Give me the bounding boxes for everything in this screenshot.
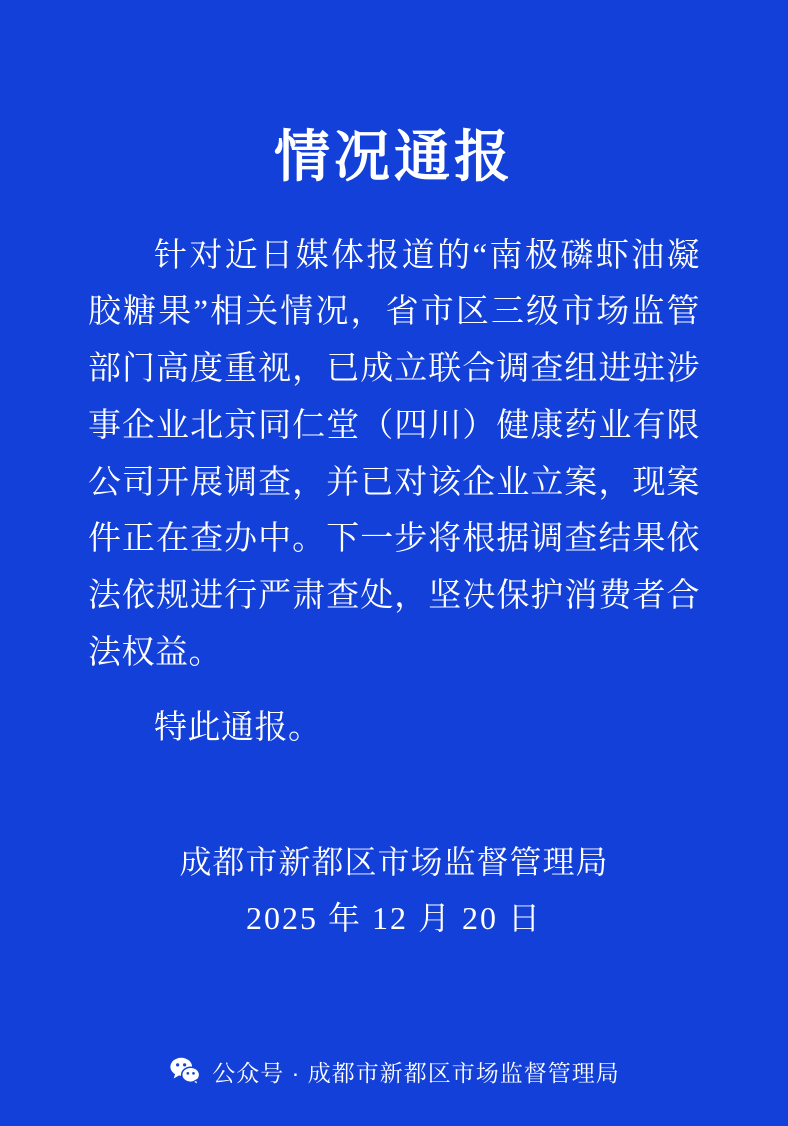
wechat-icon: [168, 1054, 202, 1088]
notice-paragraph-main: 针对近日媒体报道的“南极磷虾油凝胶糖果”相关情况，省市区三级市场监管部门高度重视，已成立联合调查组进驻涉事企业北京同仁堂（四川）健康药业有限公司开展调查，并已对该企业立案，现案件正在查办中。下一步将根据调查结果依法依规进行严肃查处，坚决保护消费者合法权益。: [88, 237, 700, 671]
signature-organization: 成都市新都区市场监督管理局: [179, 844, 609, 881]
footer-attribution: [0, 1022, 788, 1126]
notice-paragraph-closing: 特此通报。: [154, 709, 322, 746]
footer-account-label: 公众号 · 成都市新都区市场监督管理局: [212, 1059, 620, 1086]
signature-date: 2025 年 12 月 20 日: [245, 900, 542, 937]
page-title: 情况通报: [274, 127, 514, 189]
signature-block: [88, 834, 700, 946]
